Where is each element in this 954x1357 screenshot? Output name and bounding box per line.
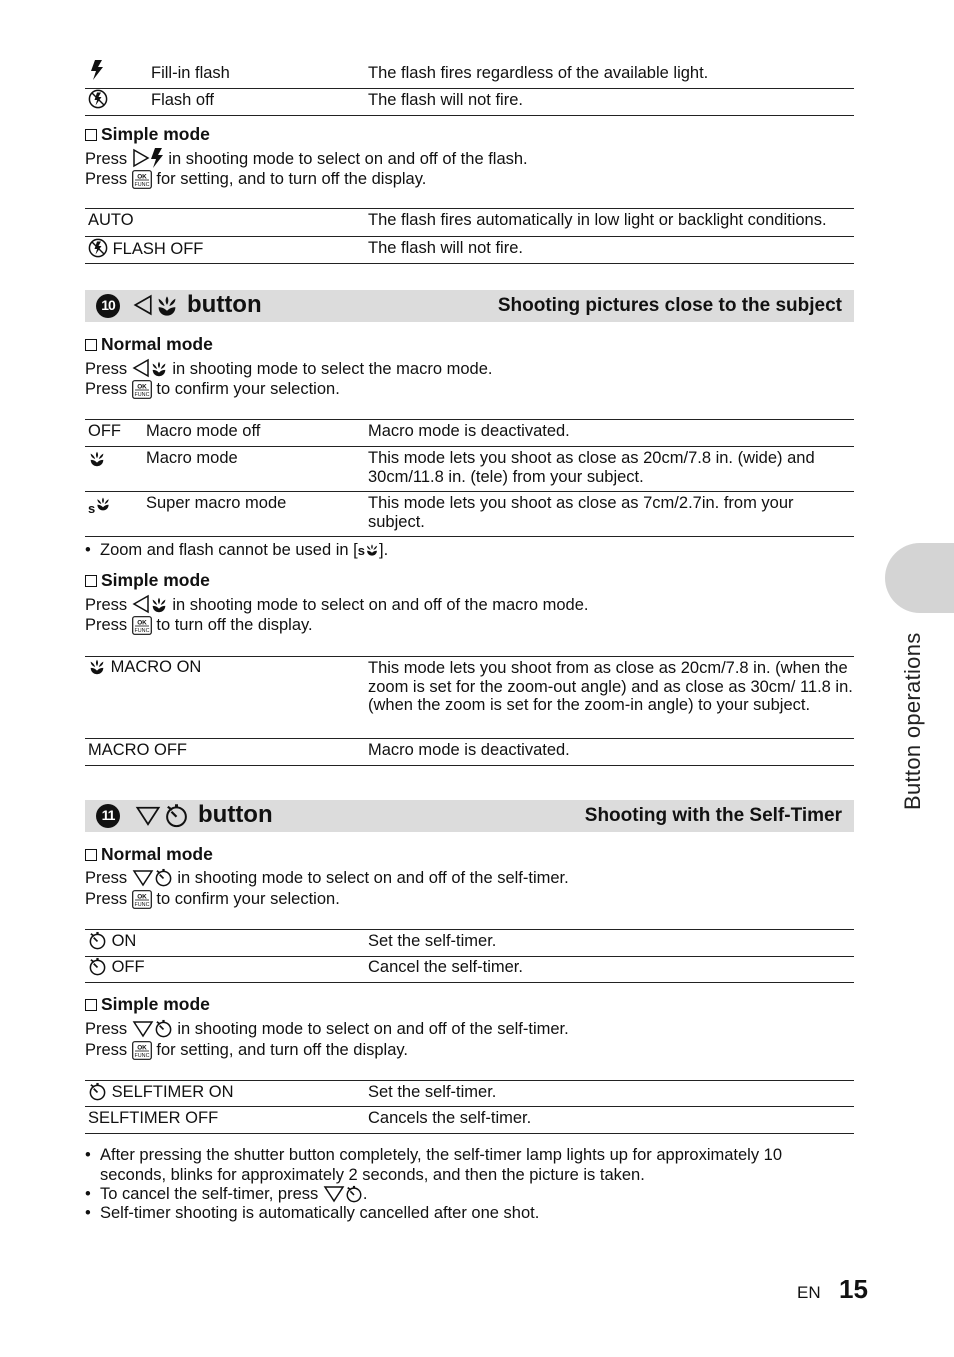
timer-simple-instruction-1: Press in shooting mode to select on and off of the self-timer.	[85, 1019, 569, 1043]
flash-off-icon	[88, 89, 108, 114]
macro-simple-row-off: MACRO OFF Macro mode is deactivated.	[88, 741, 570, 759]
flash-instruction-2: Press for setting, and to turn off the display.	[85, 170, 427, 188]
macro-row-super: s Super macro mode This mode lets you shoot as close as 7cm/2.7in. from your subject.	[88, 494, 794, 531]
divider	[85, 115, 854, 116]
checkbox-icon	[85, 129, 97, 141]
self-timer-icon	[88, 957, 107, 981]
super-macro-icon: s	[88, 496, 111, 516]
timer-simple-row-on: SELFTIMER ON Set the self-timer.	[85, 1081, 854, 1107]
section-number-badge: 11	[95, 803, 121, 829]
down-arrow-icon	[135, 805, 161, 832]
self-timer-icon	[164, 803, 189, 833]
language-label: EN	[797, 1283, 821, 1302]
flash-icon	[90, 60, 104, 85]
macro-instruction-1: Press in shooting mode to select the macro mode.	[85, 358, 492, 383]
self-timer-icon	[88, 931, 107, 955]
left-arrow-icon	[133, 293, 153, 322]
divider	[85, 1133, 854, 1134]
normal-mode-heading: Normal mode	[85, 334, 213, 355]
macro-icon	[155, 294, 179, 323]
normal-mode-heading: Normal mode	[85, 844, 213, 865]
super-macro-icon: s	[358, 541, 379, 559]
timer-note-1: • After pressing the shutter button completely, the self-timer lamp lights up for approximately 10 seconds, blinks for approximately 2 seconds, and then the picture is taken.	[85, 1146, 783, 1184]
timer-row-on: ON Set the self-timer.	[85, 930, 854, 956]
simple-mode-heading: Simple mode	[85, 570, 210, 591]
self-timer-icon	[88, 1082, 107, 1106]
simple-mode-heading: Simple mode	[85, 124, 210, 145]
divider	[85, 765, 854, 766]
side-tab-label: Button operations	[900, 632, 925, 810]
ok-func-icon	[132, 616, 152, 635]
page-number: 15	[839, 1274, 868, 1304]
side-tab	[885, 543, 954, 613]
timer-instruction-1: Press in shooting mode to select on and off of the self-timer.	[85, 868, 569, 892]
simple-mode-heading: Simple mode	[85, 994, 210, 1015]
divider	[85, 536, 854, 537]
checkbox-icon	[85, 999, 97, 1011]
flash-row-fill-in: Fill-in flash The flash fires regardless of the available light.	[85, 62, 854, 88]
macro-row-macro: Macro mode This mode lets you shoot as close as 20cm/7.8 in. (wide) and 30cm/11.8 in. (tele) from your subject.	[85, 447, 854, 491]
macro-simple-instruction-1: Press in shooting mode to select on and off of the macro mode.	[85, 594, 589, 619]
macro-icon	[88, 450, 106, 473]
ok-func-icon	[132, 380, 152, 399]
checkbox-icon	[85, 339, 97, 351]
flash-simple-row-auto: AUTO The flash fires automatically in low light or backlight conditions.	[88, 211, 827, 229]
section-number-badge: 10	[95, 293, 121, 319]
ok-func-icon	[132, 890, 152, 909]
flash-off-icon	[88, 238, 108, 263]
macro-simple-instruction-2: Press to turn off the display.	[85, 616, 313, 634]
timer-simple-row-off: SELFTIMER OFF Cancels the self-timer.	[88, 1109, 532, 1127]
macro-row-off: OFF Macro mode off Macro mode is deactivated.	[88, 422, 570, 440]
checkbox-icon	[85, 849, 97, 861]
flash-simple-row-off: FLASH OFF The flash will not fire.	[85, 237, 854, 263]
flash-row-off: Flash off The flash will not fire.	[85, 89, 854, 115]
checkbox-icon	[85, 575, 97, 587]
timer-row-off: OFF Cancel the self-timer.	[85, 957, 854, 983]
macro-simple-row-on: MACRO ON This mode lets you shoot from as close as 20cm/7.8 in. (when the zoom is set for the zoom-out angle) and as close as 30cm/ 11.8 in. (when the zoom is set for the zoom-in angle) to your subject.	[85, 657, 854, 738]
macro-section-header: 10 button Shooting pictures close to the subject	[85, 290, 854, 322]
timer-section-header: 11 button Shooting with the Self-Timer	[85, 800, 854, 832]
ok-func-icon	[132, 1041, 152, 1060]
timer-simple-instruction-2: Press for setting, and turn off the display.	[85, 1041, 408, 1059]
timer-instruction-2: Press to confirm your selection.	[85, 890, 340, 908]
divider	[85, 263, 854, 264]
flash-instruction-1: Press in shooting mode to select on and off of the flash.	[85, 148, 528, 173]
macro-icon	[88, 658, 106, 681]
ok-func-icon	[132, 170, 152, 189]
divider	[85, 982, 854, 983]
macro-instruction-2: Press to confirm your selection.	[85, 380, 340, 398]
